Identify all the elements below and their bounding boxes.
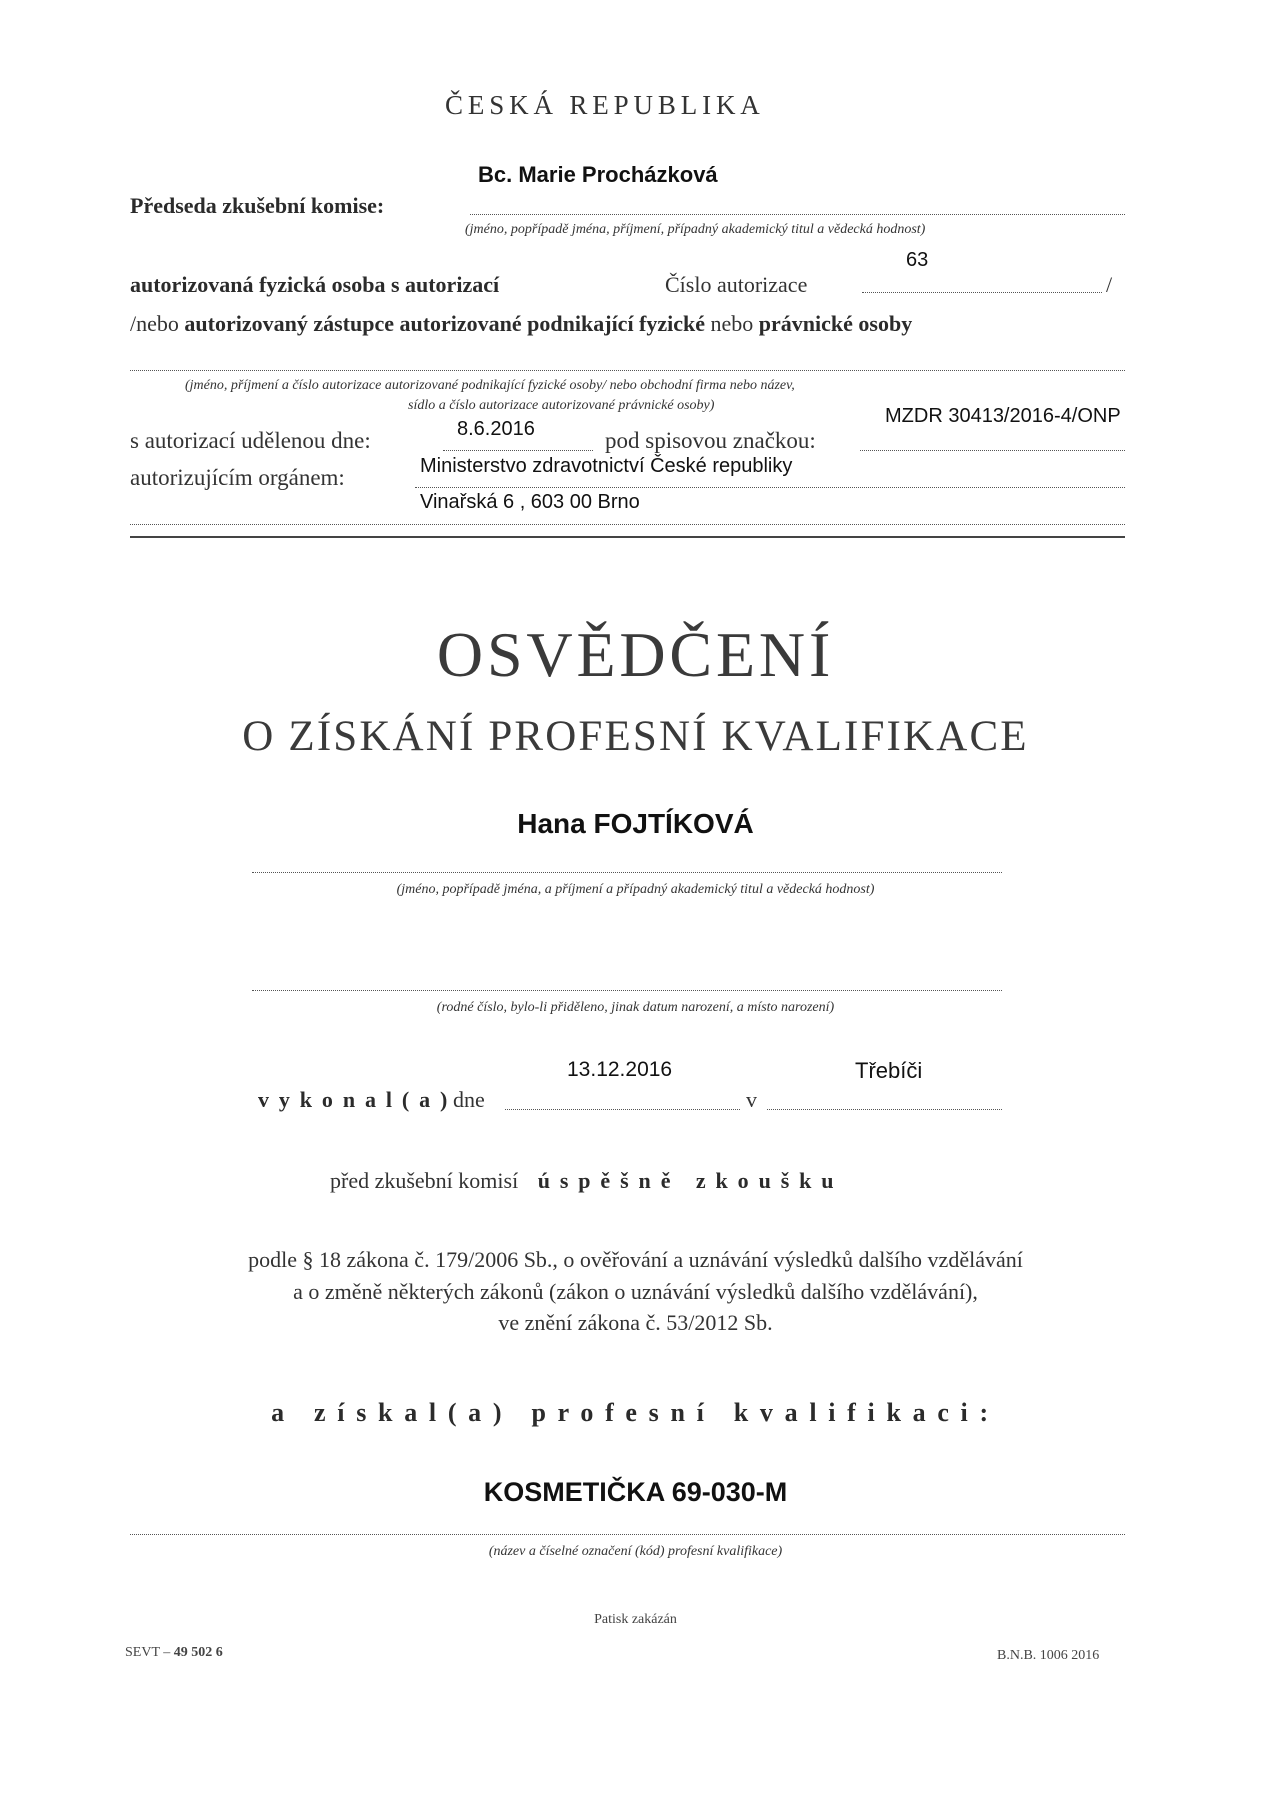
holder-name: Hana FOJTÍKOVÁ — [517, 808, 754, 839]
authority-address: Vinařská 6 , 603 00 Brno — [420, 491, 640, 513]
birth-caption: (rodné číslo, bylo-li přiděleno, jinak datum narození, a místo narození) — [436, 1000, 835, 1015]
law-line-3: ve znění zákona č. 53/2012 Sb. — [498, 1310, 773, 1335]
exam-place-value: Třebíči — [855, 1058, 923, 1083]
authority-dotted-line — [415, 487, 1125, 488]
exam-exam-text: zkoušku — [695, 1168, 844, 1193]
law-line-2: a o změně některých zákonů (zákon o uznávání výsledků dalšího vzdělávání), — [293, 1279, 978, 1304]
exam-date-label: dne — [453, 1087, 485, 1112]
or-prefix: /nebo — [130, 311, 179, 336]
holder-name-dotted-line — [252, 872, 1002, 873]
or-legal: právnické osoby — [758, 311, 913, 336]
file-number-dotted-line — [860, 450, 1125, 451]
certificate-title: OSVĚDČENÍ — [436, 619, 835, 690]
or-middle: nebo — [710, 311, 754, 336]
or-representative: autorizovaný zástupce autorizované podnikající fyzické — [184, 311, 706, 336]
auth-number-label: Číslo autorizace — [665, 272, 808, 297]
country-heading: ČESKÁ REPUBLIKA — [445, 90, 765, 120]
qualification-value: KOSMETIČKA 69-030-M — [483, 1477, 788, 1507]
file-number-value: MZDR 30413/2016-4/ONP — [885, 405, 1121, 427]
auth-number-value: 63 — [906, 249, 929, 271]
exam-date-dotted-line — [505, 1109, 740, 1110]
exam-place-label: v — [746, 1087, 757, 1112]
holder-name-caption: (jméno, popřípadě jména, a příjmení a případný akademický titul a vědecká hodnost) — [396, 882, 875, 897]
exam-before-text: před zkušební komisí — [330, 1168, 519, 1193]
auth-number-slash: / — [1106, 272, 1113, 297]
exam-date-value: 13.12.2016 — [567, 1058, 673, 1081]
representative-dotted-line — [130, 370, 1125, 371]
granted-label: s autorizací udělenou dne: — [130, 428, 371, 453]
certificate-subtitle: O ZÍSKÁNÍ PROFESNÍ KVALIFIKACE — [242, 713, 1029, 760]
qualification-caption: (název a číselné označení (kód) profesní kvalifikace) — [488, 1544, 783, 1559]
exam-success-text: úspěšně — [537, 1168, 681, 1193]
law-line-1: podle § 18 zákona č. 179/2006 Sb., o ověřování a uznávání výsledků dalšího vzdělávání — [248, 1247, 1023, 1272]
sevt-code — [125, 1645, 223, 1661]
representative-caption-2: sídlo a číslo autorizace autorizované právnické osoby) — [408, 398, 715, 413]
authority-value: Ministerstvo zdravotnictví České republiky — [420, 455, 793, 477]
bnb-code: B.N.B. 1006 2016 — [997, 1648, 1100, 1663]
file-number-label: pod spisovou značkou: — [605, 428, 816, 453]
auth-person-label: autorizovaná fyzická osoba s autorizací — [130, 272, 500, 297]
auth-number-dotted-line — [862, 292, 1102, 293]
chair-label: Předseda zkušební komise: — [130, 193, 385, 218]
representative-caption-1: (jméno, příjmení a číslo autorizace autorizované podnikající fyzické osoby/ nebo obchodní firma nebo název, — [185, 378, 795, 393]
chair-value: Bc. Marie Procházková — [478, 162, 718, 187]
performed-label: vykonal(a) — [258, 1087, 458, 1112]
exam-before-line — [330, 1168, 843, 1194]
qualification-heading: a získal(a) profesní kvalifikaci: — [271, 1398, 1000, 1427]
granted-date-value: 8.6.2016 — [457, 418, 535, 440]
exam-place-dotted-line — [767, 1109, 1002, 1110]
representative-line — [130, 311, 912, 337]
address-dotted-line — [130, 524, 1125, 525]
chair-dotted-line — [470, 214, 1125, 215]
chair-caption: (jméno, popřípadě jména, příjmení, případný akademický titul a vědecká hodnost) — [465, 222, 926, 237]
header-divider — [130, 536, 1125, 538]
authority-label: autorizujícím orgánem: — [130, 465, 345, 490]
sevt-prefix: SEVT – — [125, 1645, 174, 1660]
reprint-notice: Patisk zakázán — [594, 1612, 677, 1627]
birth-dotted-line — [252, 990, 1002, 991]
qualification-dotted-line — [130, 1534, 1125, 1535]
sevt-number: 49 502 6 — [173, 1645, 223, 1660]
granted-dotted-line — [443, 450, 593, 451]
